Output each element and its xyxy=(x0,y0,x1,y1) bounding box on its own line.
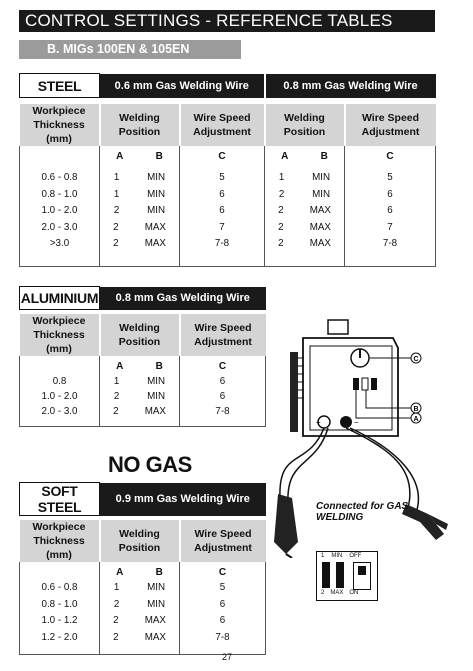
position-b-value: MAX xyxy=(144,221,166,233)
position-row xyxy=(100,374,179,389)
position-row xyxy=(265,187,344,204)
position-b-value: MAX xyxy=(309,205,331,216)
position-b-value: MIN xyxy=(147,205,166,216)
position-b-value: MAX xyxy=(309,238,331,249)
steel-wire2-header: 0.8 mm Gas Welding Wire xyxy=(265,74,436,98)
page-title: CONTROL SETTINGS - REFERENCE TABLES xyxy=(19,10,435,32)
thickness-value: 1.2 - 2.0 xyxy=(41,631,78,643)
position-row xyxy=(265,236,344,253)
position-b-value: MIN xyxy=(147,172,166,183)
page-number: 27 xyxy=(222,652,233,662)
position-row xyxy=(265,220,344,237)
position-a-value: 1 xyxy=(113,172,120,183)
aluminium-wire-header: 0.8 mm Gas Welding Wire xyxy=(100,287,266,310)
thickness-value: 0.6 - 0.8 xyxy=(41,172,78,183)
switch-legend: 1 MIN OFF 2 MAX ON xyxy=(316,551,378,601)
position-a-value: 2 xyxy=(113,205,120,216)
position-b-value: MIN xyxy=(147,391,166,402)
position-row xyxy=(100,236,179,253)
position-row xyxy=(100,613,179,630)
soft-steel-position-header: Welding Position xyxy=(100,520,180,562)
wire-speed-value: 7-8 xyxy=(215,406,230,417)
callout-a: A xyxy=(413,416,419,423)
aluminium-position-column: A B 1 MIN 2 MIN 2 MAX xyxy=(100,356,180,426)
position-row xyxy=(100,220,179,237)
thickness-value: 1.0 - 2.0 xyxy=(41,205,78,216)
section-subtitle: B. MIGs 100EN & 105EN xyxy=(19,40,241,59)
wire-speed-value: 7-8 xyxy=(214,238,230,249)
wire-speed-value: 7-8 xyxy=(215,631,230,643)
aluminium-speed-header: Wire Speed Adjustment xyxy=(180,314,266,356)
wire-speed-value: 6 xyxy=(387,188,393,200)
position-row xyxy=(100,580,179,597)
position-a-value: 1 xyxy=(278,172,285,183)
position-row xyxy=(265,203,344,220)
position-a-value: 1 xyxy=(113,582,120,593)
position-row xyxy=(100,404,179,419)
steel-speed2-header: Wire Speed Adjustment xyxy=(345,104,436,146)
steel-speed1-header: Wire Speed Adjustment xyxy=(180,104,265,146)
callout-b: B xyxy=(413,406,419,413)
position-a-value: 2 xyxy=(113,598,120,610)
aluminium-table xyxy=(19,286,266,427)
wire-speed-value: 6 xyxy=(219,188,225,200)
position-b-value: MIN xyxy=(147,188,166,200)
thickness-value: >3.0 xyxy=(49,238,70,249)
soft-steel-thickness-column xyxy=(20,562,100,654)
position-b-value: MAX xyxy=(144,406,166,417)
position-a-value: 2 xyxy=(113,391,120,402)
thickness-value: 2.0 - 3.0 xyxy=(41,406,78,417)
wire-speed-value: 5 xyxy=(219,172,225,183)
wire-speed-value: 5 xyxy=(387,172,393,183)
wire-speed-value: 7 xyxy=(219,221,225,233)
thickness-value: 0.8 - 1.0 xyxy=(41,598,78,610)
position-b-value: MAX xyxy=(309,221,331,233)
aluminium-thickness-header: Workpiece Thickness (mm) xyxy=(20,314,100,356)
steel-thickness-header: Workpiece Thickness (mm) xyxy=(20,104,100,146)
position-a-value: 2 xyxy=(278,238,284,249)
aluminium-position-header: Welding Position xyxy=(100,314,180,356)
soft-steel-thickness-header: Workpiece Thickness (mm) xyxy=(20,520,100,562)
wire-speed-value: 6 xyxy=(219,615,226,626)
wire-speed-value: 6 xyxy=(219,598,226,610)
wire-speed-value: 6 xyxy=(219,376,226,387)
wire-speed-value: 5 xyxy=(219,582,226,593)
position-b-value: MAX xyxy=(144,615,166,626)
position-a-value: 2 xyxy=(113,615,119,626)
thickness-value: 1.0 - 1.2 xyxy=(41,615,78,626)
soft-steel-position-column: A B 1 MIN 2 MIN 2 MAX 2 MAX xyxy=(100,562,180,654)
steel-thickness-column xyxy=(20,146,100,266)
steel-speed2-column: C 5 6 6 7 7-8 xyxy=(345,146,436,266)
aluminium-thickness-column xyxy=(20,356,100,426)
soft-steel-table xyxy=(19,482,266,655)
position-a-value: 2 xyxy=(113,221,119,233)
position-b-value: MIN xyxy=(147,582,166,593)
steel-table xyxy=(19,73,436,267)
position-b-value: MIN xyxy=(312,188,331,200)
diagram-caption: Connected for GAS WELDING xyxy=(316,501,409,523)
aluminium-speed-column: C 6 6 7-8 xyxy=(180,356,266,426)
position-a-value: 1 xyxy=(113,188,120,200)
position-b-value: MIN xyxy=(312,172,331,183)
position-b-value: MAX xyxy=(144,631,166,643)
position-row xyxy=(100,389,179,404)
soft-steel-speed-header: Wire Speed Adjustment xyxy=(180,520,266,562)
position-a-value: 2 xyxy=(113,238,119,249)
position-a-value: 1 xyxy=(113,376,120,387)
thickness-value: 0.6 - 0.8 xyxy=(41,582,78,593)
steel-wire1-header: 0.6 mm Gas Welding Wire xyxy=(100,74,265,98)
thickness-value: 0.8 xyxy=(52,376,67,387)
position-row xyxy=(265,170,344,187)
wire-speed-value: 6 xyxy=(219,205,225,216)
steel-speed1-column: C 5 6 6 7 7-8 xyxy=(180,146,265,266)
thickness-value: 2.0 - 3.0 xyxy=(41,221,78,233)
position-a-value: 2 xyxy=(113,631,119,643)
aluminium-label: ALUMINIUM xyxy=(20,287,100,310)
position-a-value: 2 xyxy=(278,205,284,216)
position-b-value: MAX xyxy=(144,238,166,249)
wire-speed-value: 6 xyxy=(219,391,226,402)
wire-speed-value: 6 xyxy=(387,205,393,216)
position-row xyxy=(100,203,179,220)
position-b-value: MIN xyxy=(147,376,166,387)
position-row xyxy=(100,187,179,204)
thickness-value: 1.0 - 2.0 xyxy=(41,391,78,402)
svg-text:−: − xyxy=(354,418,359,427)
no-gas-heading: NO GAS xyxy=(108,452,192,477)
position-a-value: 2 xyxy=(278,221,284,233)
soft-steel-label: SOFT STEEL xyxy=(20,483,100,516)
position-row xyxy=(100,597,179,614)
steel-position1-header: Welding Position xyxy=(100,104,180,146)
thickness-value: 0.8 - 1.0 xyxy=(41,188,78,200)
steel-pos2-column: A B 1 MIN 2 MIN 2 MAX 2 MAX 2 MAX xyxy=(265,146,345,266)
steel-label: STEEL xyxy=(20,74,100,98)
steel-pos1-column: A B 1 MIN 1 MIN 2 MIN 2 MAX 2 MAX xyxy=(100,146,180,266)
callout-c: C xyxy=(413,356,419,363)
wire-speed-value: 7 xyxy=(387,221,393,233)
wire-speed-value: 7-8 xyxy=(382,238,398,249)
svg-text:+: + xyxy=(316,418,321,427)
position-row xyxy=(100,630,179,647)
position-a-value: 2 xyxy=(278,188,285,200)
position-a-value: 2 xyxy=(113,406,119,417)
soft-steel-wire-header: 0.9 mm Gas Welding Wire xyxy=(100,483,266,516)
steel-position2-header: Welding Position xyxy=(265,104,345,146)
position-row xyxy=(100,170,179,187)
position-b-value: MIN xyxy=(147,598,166,610)
soft-steel-speed-column: C 5 6 6 7-8 xyxy=(180,562,266,654)
